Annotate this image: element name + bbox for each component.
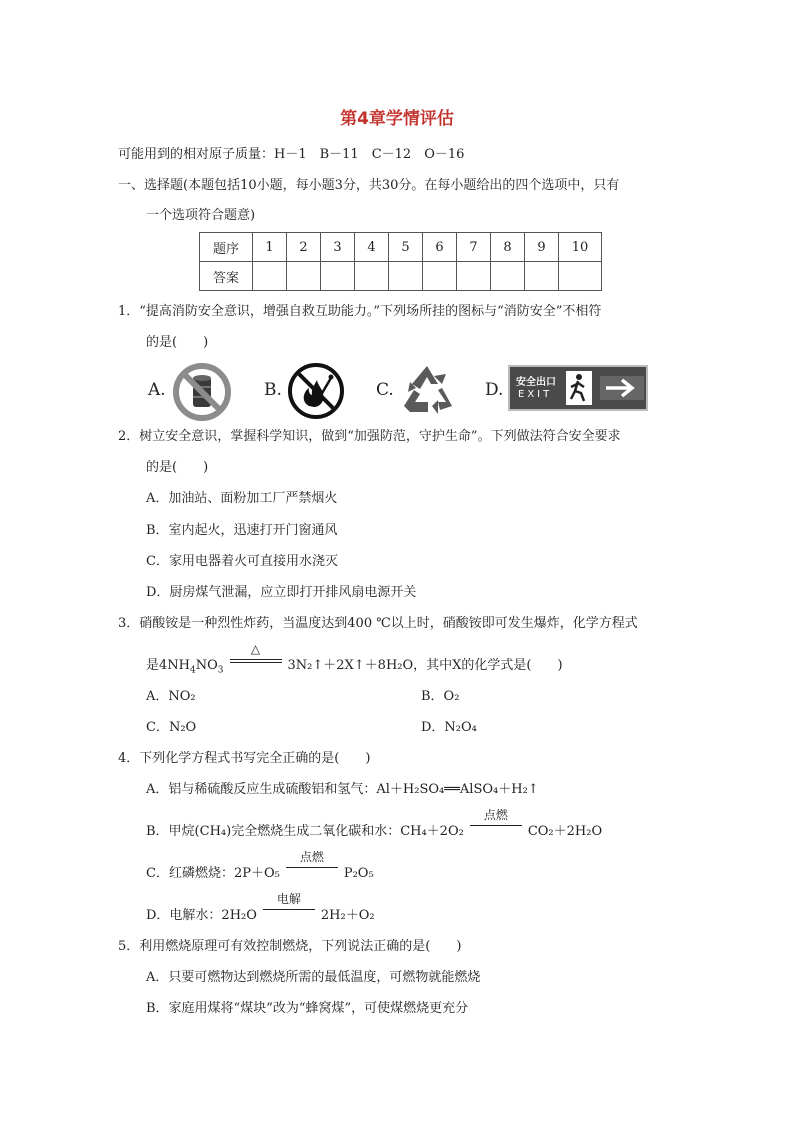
q4-option-b-products: CO₂＋2H₂O [527,824,603,839]
q5-option-a: A．只要可燃物达到燃烧所需的最低温度，可燃物就能燃烧 [146,970,481,985]
section-heading-line1: 一、选择题(本题包括10小题，每小题3分，共30分。在每小题给出的四个选项中，只有 [118,178,620,193]
arrow-right-icon [600,376,644,400]
q1-option-b-label: B. [264,380,282,400]
q4-option-a: A．铝与稀硫酸反应生成硫酸铝和氢气：Al＋H₂SO₄══AlSO₄＋H₂↑ [146,782,539,797]
q4-option-d-reactants: D．电解水：2H₂O [146,908,257,923]
answer-cell[interactable] [423,262,457,291]
answer-table [199,232,602,291]
q3-stem-line1: 3．硝酸铵是一种烈性炸药，当温度达到400 ℃以上时，硝酸铵即可发生爆炸，化学方程式 [118,616,638,631]
exit-sign-chinese: 安全出口 [516,377,556,388]
q3-option-c: C．N₂O [146,720,197,735]
q1-stem-line2: 的是( ) [146,335,209,350]
answer-cell[interactable] [287,262,321,291]
q4-option-b-reactants: B．甲烷(CH₄)完全燃烧生成二氧化碳和水：CH₄＋2O₂ [146,824,464,839]
q5-stem: 5．利用燃烧原理可有效控制燃烧，下列说法正确的是( ) [118,939,462,954]
reaction-condition: 电解 [276,892,301,906]
q4-option-c-products: P₂O₅ [343,866,374,881]
q1-option-a-label: A. [148,380,166,400]
q3-equation: 是$4NH_4NO_3$ △ 3N₂↑＋2X↑＋8H₂O，其中X的化学式是( ) [146,642,563,676]
answer-table-number: 6 [423,233,457,262]
reaction-condition: △ [250,642,261,656]
q4-option-b [146,808,603,841]
q1-option-d-label: D. [485,380,504,400]
q1-option-c-label: C. [376,380,394,400]
q2-option-a: A．加油站、面粉加工厂严禁烟火 [146,491,338,506]
q3-option-b: B．O₂ [421,689,460,704]
answer-cell[interactable] [253,262,287,291]
q2-option-d: D．厨房煤气泄漏，应立即打开排风扇电源开关 [146,585,417,600]
no-oil-drum-sign-icon [172,362,232,422]
q2-option-b: B．室内起火，迅速打开门窗通风 [146,523,338,538]
q4-option-d [146,892,375,925]
answer-table-number: 3 [321,233,355,262]
q3-equation-reactant: 是4NH [146,658,190,673]
q3-option-a: A．NO₂ [146,689,196,704]
answer-cell[interactable] [559,262,602,291]
q2-stem-line1: 2．树立安全意识，掌握科学知识，做到“加强防范，守护生命”。下列做法符合安全要求 [118,429,621,444]
answer-table-number: 2 [287,233,321,262]
reaction-condition: 点燃 [299,850,324,864]
q1-stem-line1: 1．“提高消防安全意识，增强自救互助能力。”下列场所挂的图标与“消防安全”不相符 [118,304,602,319]
reaction-condition: 点燃 [483,808,508,822]
section-heading-line2: 一个选项符合题意) [146,208,256,223]
answer-table-row-label: 题序 [200,233,253,262]
exit-sign [508,365,648,411]
answer-cell[interactable] [389,262,423,291]
q5-option-b: B．家庭用煤将“煤块”改为“蜂窝煤”，可使煤燃烧更充分 [146,1001,469,1016]
reaction-arrow [230,642,282,671]
q4-option-c-reactants: C．红磷燃烧：2P＋O₅ [146,866,280,881]
q3-option-d: D．N₂O₄ [421,720,477,735]
running-person-icon [566,371,592,405]
answer-table-number: 8 [491,233,525,262]
q4-option-c [146,850,374,883]
exit-sign-english: EXIT [518,389,553,400]
answer-cell[interactable] [355,262,389,291]
atomic-masses: 可能用到的相对原子质量：H－1 B－11 C－12 O－16 [118,147,465,162]
q2-stem-line2: 的是( ) [146,460,209,475]
answer-table-number: 4 [355,233,389,262]
page-title: 第4章学情评估 [340,109,454,129]
q2-option-c: C．家用电器着火可直接用水浇灭 [146,554,338,569]
q4-option-d-products: 2H₂＋O₂ [320,908,375,923]
answer-cell[interactable] [457,262,491,291]
answer-cell[interactable] [491,262,525,291]
answer-table-number: 9 [525,233,559,262]
answer-table-number: 7 [457,233,491,262]
answer-table-number: 10 [559,233,602,262]
recycle-icon [398,362,456,418]
answer-cell[interactable] [525,262,559,291]
no-open-flame-sign-icon [287,362,345,420]
q3-equation-products: 3N₂↑＋2X↑＋8H₂O，其中X的化学式是( ) [287,658,563,673]
answer-table-number: 1 [253,233,287,262]
answer-table-number: 5 [389,233,423,262]
reaction-arrow [470,808,522,837]
q4-stem: 4．下列化学方程式书写完全正确的是( ) [118,751,371,766]
answer-cell[interactable] [321,262,355,291]
reaction-arrow [263,892,315,921]
reaction-arrow [286,850,338,879]
answer-table-row-label: 答案 [200,262,253,291]
